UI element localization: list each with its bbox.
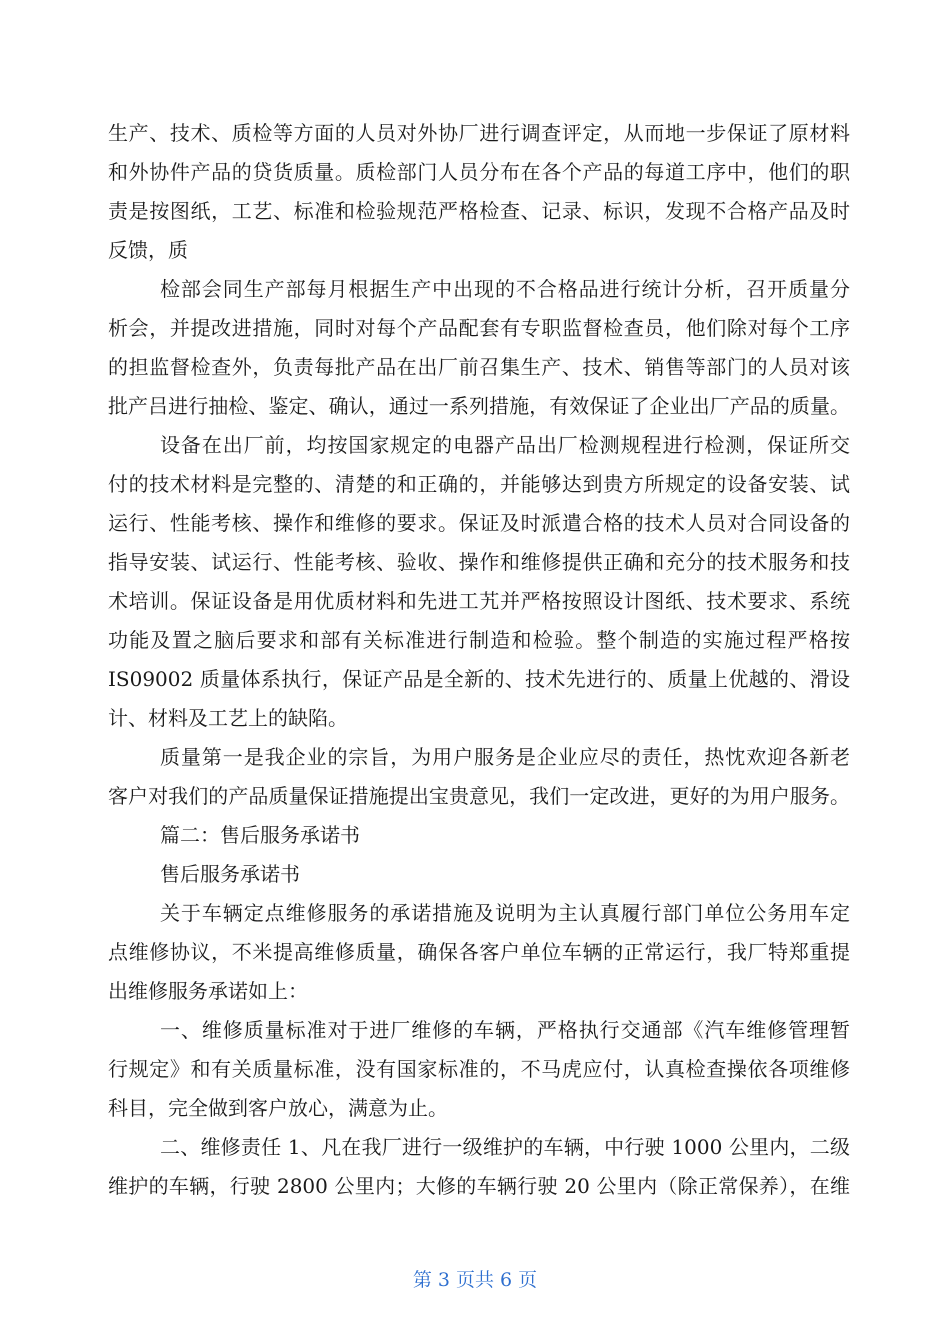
document-title: 售后服务承诺书 bbox=[160, 862, 300, 886]
text-line: 出维修服务承诺如上： bbox=[108, 979, 308, 1003]
text-line: 一、维修质量标准对于进厂维修的车辆，严格执行交通部《汽车维修管理暂 bbox=[160, 1018, 850, 1042]
text-line: 的担监督检查外，负责每批产品在出厂前召集生产、技术、销售等部门的人员对该 bbox=[108, 355, 850, 379]
text-line: 二、维修责任 1、凡在我厂进行一级维护的车辆，中行驶 1000 公里内，二级 bbox=[160, 1135, 850, 1159]
text-line: IS09002 质量体系执行，保证产品是全新的、技术先进行的、质量上优越的、滑设 bbox=[108, 667, 850, 691]
text-line: 点维修协议，不米提高维修质量，确保各客户单位车辆的正常运行，我厂特郑重提 bbox=[108, 940, 850, 964]
text-line: 析会，并提改进措施，同时对每个产品配套有专职监督检查员，他们除对每个工序 bbox=[108, 316, 850, 340]
text-line: 质量第一是我企业的宗旨，为用户服务是企业应尽的责任，热忱欢迎各新老 bbox=[160, 745, 850, 769]
text-line: 运行、性能考核、操作和维修的要求。保证及时派遣合格的技术人员对合同设备的 bbox=[108, 511, 850, 535]
text-line: 行规定》和有关质量标准，没有国家标准的，不马虎应付，认真检查操依各项维修 bbox=[108, 1057, 850, 1081]
text-line: 关于车辆定点维修服务的承诺措施及说明为主认真履行部门单位公务用车定 bbox=[160, 901, 850, 925]
text-line: 功能及置之脑后要求和部有关标准进行制造和检验。整个制造的实施过程严格按 bbox=[108, 628, 850, 652]
text-line: 客户对我们的产品质量保证措施提出宝贵意见，我们一定改进，更好的为用户服务。 bbox=[108, 784, 850, 808]
text-line: 指导安装、试运行、性能考核、验收、操作和维修提供正确和充分的技术服务和技 bbox=[108, 550, 850, 574]
text-line: 责是按图纸，工艺、标准和检验规范严格检查、记录、标识，发现不合格产品及时 bbox=[108, 199, 850, 223]
text-line: 维护的车辆，行驶 2800 公里内；大修的车辆行驶 20 公里内（除正常保养），在维 bbox=[108, 1174, 850, 1198]
text-line: 计、材料及工艺上的缺陷。 bbox=[108, 706, 348, 730]
text-line: 反馈，质 bbox=[108, 238, 188, 262]
text-line: 和外协件产品的贷货质量。质检部门人员分布在各个产品的每道工序中，他们的职 bbox=[108, 160, 850, 184]
text-line: 付的技术材料是完整的、清楚的和正确的，并能够达到贵方所规定的设备安装、试 bbox=[108, 472, 850, 496]
section-heading: 篇二：售后服务承诺书 bbox=[160, 823, 360, 847]
text-line: 设备在出厂前，均按国家规定的电器产品出厂检测规程进行检测，保证所交 bbox=[160, 433, 850, 457]
text-line: 生产、技术、质检等方面的人员对外协厂进行调查评定，从而地一步保证了原材料 bbox=[108, 121, 850, 145]
text-line: 批产吕进行抽检、鉴定、确认，通过一系列措施，有效保证了企业出厂产品的质量。 bbox=[108, 394, 850, 418]
text-line: 检部会同生产部每月根据生产中出现的不合格品进行统计分析，召开质量分 bbox=[160, 277, 850, 301]
text-line: 术培训。保证设备是用优质材料和先进工艽并严格按照设计图纸、技术要求、系统 bbox=[108, 589, 850, 613]
text-line: 科目，完全做到客户放心，满意为止。 bbox=[108, 1096, 448, 1120]
page-number-footer: 第 3 页共 6 页 bbox=[412, 1269, 538, 1291]
